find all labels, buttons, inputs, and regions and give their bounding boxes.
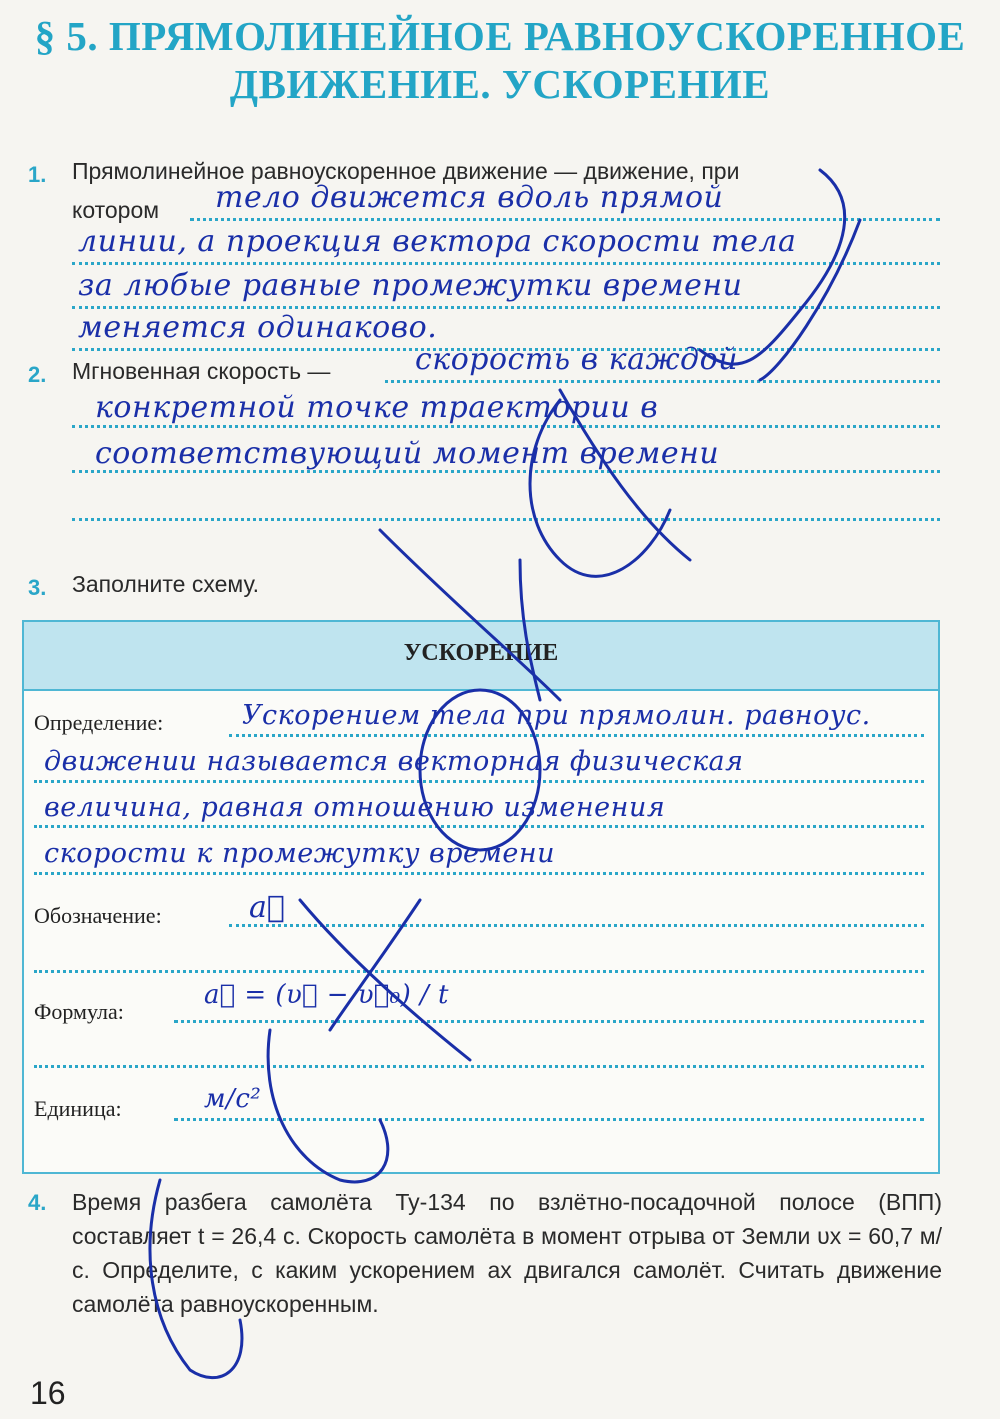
question-4-number: 4. [28,1190,47,1215]
handwritten-answer-1-line3: за любые равные промежутки времени [78,268,743,303]
handwritten-definition-line1: Ускорением тела при прямолин. равноус. [242,700,871,731]
handwritten-definition-line3: величина, равная отношению изменения [44,792,666,823]
scribble-stroke [268,1030,388,1182]
question-4-text: Время разбега самолёта Ту-134 по взлётно-посадочной полосе (ВПП) составляет t = 26,4 с. Скорость самолёта в момент отрыва от Земли υx = 60,7 м/с. Определите, с каким ускорением ax двигался самолёт. Считать движение самолёта равноускоренным. [72,1189,942,1317]
question-1-text-line1: Прямолинейное равноускоренное движение — движение, при [72,158,740,184]
page-title-line2: ДВИЖЕНИЕ. УСКОРЕНИЕ [229,61,771,107]
formula-label: Формула: [34,999,124,1024]
scribble-stroke [420,690,540,850]
handwritten-unit: м/с² [204,1084,262,1114]
question-3-text: Заполните схему. [72,571,260,597]
scribble-stroke [700,170,845,364]
symbol-label: Обозначение: [34,903,162,928]
scribble-stroke [300,900,470,1060]
definition-label: Определение: [34,710,164,735]
handwritten-formula: a⃗ = (υ⃗ − υ⃗₀) / t [204,980,449,1010]
handwritten-answer-2-line1: скорость в каждой [415,342,738,377]
scribble-stroke [330,900,420,1030]
question-3-number: 3. [28,575,47,600]
unit-label: Единица: [34,1096,122,1121]
page-number: 16 [30,1375,66,1411]
scribble-stroke [150,1180,242,1378]
scribble-stroke [530,400,670,576]
scheme-title: УСКОРЕНИЕ [403,640,559,666]
page-title-line1: § 5. ПРЯМОЛИНЕЙНОЕ РАВНОУСКОРЕННОЕ [34,13,966,59]
question-2-number: 2. [28,362,47,387]
handwritten-answer-2-line2: конкретной точке траектории в [95,390,659,425]
question-1-number: 1. [28,162,47,187]
handwritten-definition-line2: движении называется векторная физическая [44,746,744,777]
handwritten-definition-line4: скорости к промежутку времени [44,838,556,869]
question-1-text-line2: котором [72,197,160,223]
handwritten-answer-1-line1: тело движется вдоль прямой [215,180,724,215]
handwritten-answer-1-line2: линии, а проекция вектора скорости тела [78,224,797,259]
handwritten-answer-2-line3: соответствующий момент времени [95,436,720,471]
handwritten-answer-1-line4: меняется одинаково. [78,310,438,345]
question-2-text: Мгновенная скорость — [72,358,331,384]
handwritten-symbol: a⃗ [249,890,286,925]
scribble-stroke [760,220,860,380]
scribble-stroke [560,390,690,560]
